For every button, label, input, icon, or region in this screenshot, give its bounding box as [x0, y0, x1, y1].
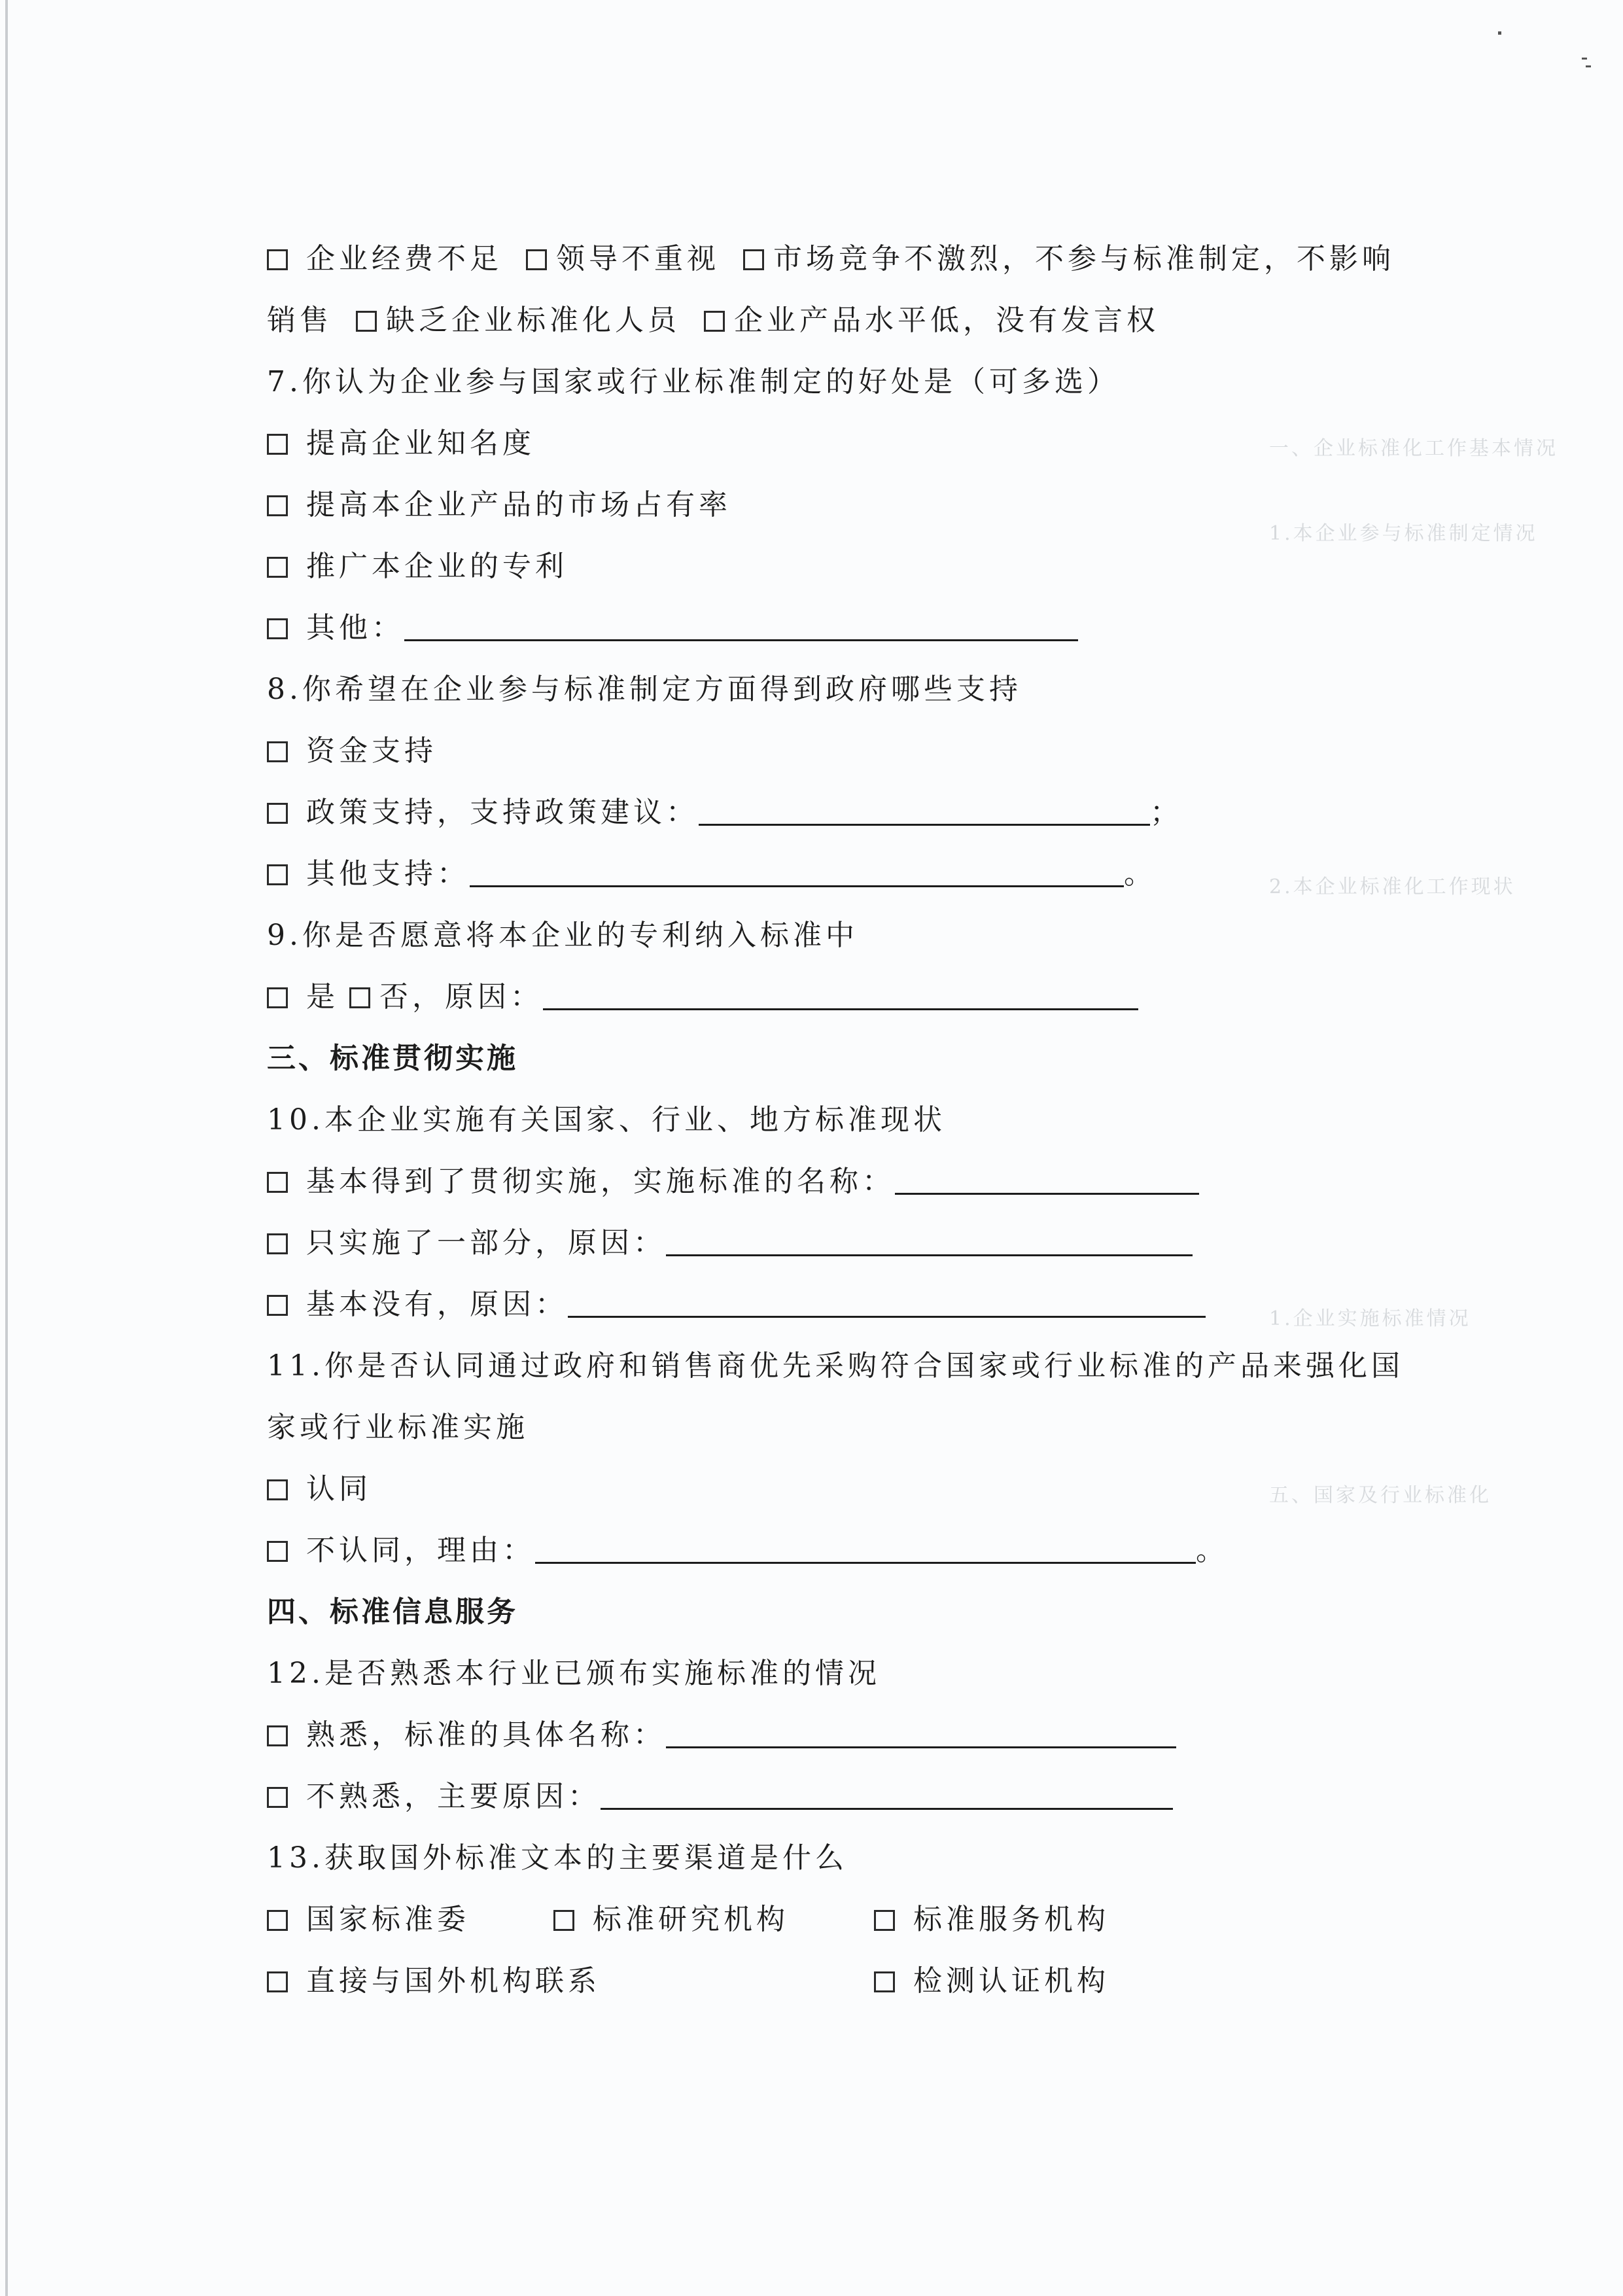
option-label: 市场竞争不激烈，不参与标准制定，不影响 [773, 242, 1395, 275]
q11-option: 不认同，理由： 。 [267, 1532, 1229, 1569]
q12-title: 12.是否熟悉本行业已颁布实施标准的情况 [267, 1657, 881, 1690]
scan-speck [1582, 58, 1587, 60]
q11-title-line-2: 家或行业标准实施 [267, 1411, 529, 1444]
option-label: 销售 [267, 304, 332, 337]
fill-in-blank[interactable] [666, 1720, 1176, 1748]
checkbox[interactable] [267, 1971, 288, 1992]
scan-edge-shadow [5, 0, 8, 2296]
checkbox[interactable] [267, 864, 288, 885]
fill-in-blank[interactable] [543, 982, 1138, 1010]
q10-option: 只实施了一部分，原因： [267, 1225, 1193, 1262]
q9-title: 9.你是否愿意将本企业的专利纳入标准中 [267, 919, 858, 952]
checkbox[interactable] [267, 741, 288, 762]
checkbox-low-product-level[interactable] [704, 311, 725, 332]
fill-in-blank[interactable] [404, 613, 1078, 641]
q12-option: 不熟悉，主要原因： [267, 1778, 1173, 1815]
option-label: 领导不重视 [556, 242, 720, 275]
checkbox-insufficient-funds[interactable] [267, 249, 288, 270]
q13-option: 直接与国外机构联系 [267, 1963, 601, 2000]
q8-title: 8.你希望在企业参与标准制定方面得到政府哪些支持 [267, 673, 1022, 706]
checkbox-lack-personnel[interactable] [356, 311, 377, 332]
q10-option: 基本得到了贯彻实施，实施标准的名称： [267, 1163, 1199, 1200]
checkbox[interactable] [267, 618, 288, 639]
fill-in-blank[interactable] [666, 1228, 1193, 1256]
q7-option-other: 其他： [267, 610, 1078, 646]
q7-option: 推广本企业的专利 [267, 548, 568, 585]
checkbox[interactable] [267, 1233, 288, 1254]
checkbox[interactable] [553, 1910, 574, 1931]
q13-option: 标准服务机构 [874, 1901, 1109, 1938]
fill-in-blank[interactable] [895, 1167, 1199, 1195]
q10-title: 10.本企业实施有关国家、行业、地方标准现状 [267, 1103, 946, 1137]
q9-option: 是 否，原因： [267, 979, 1138, 1016]
checkbox[interactable] [874, 1910, 895, 1931]
q8-option: 资金支持 [267, 733, 437, 769]
option-label: 企业经费不足 [306, 242, 502, 275]
checkbox-yes[interactable] [267, 987, 288, 1008]
q7-title: 7.你认为企业参与国家或行业标准制定的好处是（可多选） [267, 365, 1120, 398]
checkbox[interactable] [874, 1971, 895, 1992]
q6-options-row-1 [267, 241, 1395, 277]
q8-option: 其他支持： 。 [267, 856, 1157, 892]
checkbox[interactable] [267, 1295, 288, 1316]
checkbox[interactable] [267, 1910, 288, 1931]
scan-speck [1498, 31, 1501, 35]
q10-option: 基本没有，原因： [267, 1286, 1206, 1323]
section-4-heading: 四、标准信息服务 [267, 1595, 518, 1629]
option-label: 企业产品水平低，没有发言权 [734, 304, 1159, 337]
q6-options-row-2 [267, 302, 1159, 339]
fill-in-blank[interactable] [699, 798, 1150, 826]
option-label: 缺乏企业标准化人员 [386, 304, 680, 337]
q13-option: 标准研究机构 [553, 1901, 789, 1938]
checkbox-weak-competition[interactable] [743, 249, 764, 270]
q13-option: 国家标准委 [267, 1901, 470, 1938]
checkbox-no[interactable] [349, 987, 370, 1008]
q13-option: 检测认证机构 [874, 1963, 1109, 2000]
q12-option: 熟悉，标准的具体名称： [267, 1717, 1176, 1754]
checkbox-leadership-neglect[interactable] [526, 249, 547, 270]
checkbox[interactable] [267, 495, 288, 516]
questionnaire-page: 一、企业标准化工作基本情况 1.本企业参与标准制定情况 2.本企业标准化工作现状 1.企业实施标准情况 五、国家及行业标准化 企业经费不足 领导不重视 市场竞争不激烈，不参与标准制定，不影响 销售 缺乏企业标准化人员 企业产品水平低，没有发言权 7.你认为企业参与国家或行业标准制定的好处是（可多选） 提高企业知名度 提高本企业产品的市场占有率 推广本企业的专利 其他： 8.你希望在企业参与标准制定方面得到政府哪些支持 资金支持 政策支持，支持政策建议： ； 其他支持： 。 9.你是否愿意将本企业的专利纳入标准中 是 否，原因： 三、标准贯彻实施 10.本企业实施有关国家、行业、地方标准现状 基本得到了贯彻实施，实施标准的名称： 只实施了一部分，原因： 基本没有，原因： 11.你是否认同通过政府和销售商优先采购符合国家或行业标准的产品来强化国 家或行业标准实施 认同 不认同，理由： 。 四、标准信息服务 12.是否熟悉本行业已颁布实施标准的情况 熟悉，标准的具体名称： 不熟悉，主要原因： 13.获取国外标准文本的主要渠道是什么 国家标准委 标准研究机构 标准服务机构 直接与国外机构联系 检测认证机构 [0, 0, 1623, 2296]
q11-option: 认同 [267, 1471, 372, 1508]
q8-option: 政策支持，支持政策建议： ； [267, 794, 1183, 831]
fill-in-blank[interactable] [535, 1536, 1196, 1564]
q11-title-line-1: 11.你是否认同通过政府和销售商优先采购符合国家或行业标准的产品来强化国 [267, 1349, 1404, 1383]
checkbox[interactable] [267, 1479, 288, 1500]
fill-in-blank[interactable] [601, 1782, 1173, 1810]
checkbox[interactable] [267, 1725, 288, 1746]
section-3-heading: 三、标准贯彻实施 [267, 1042, 518, 1075]
fill-in-blank[interactable] [470, 859, 1124, 887]
q7-option: 提高企业知名度 [267, 425, 535, 462]
checkbox[interactable] [267, 1787, 288, 1808]
checkbox[interactable] [267, 557, 288, 578]
checkbox[interactable] [267, 434, 288, 455]
checkbox[interactable] [267, 803, 288, 824]
q7-option: 提高本企业产品的市场占有率 [267, 487, 731, 523]
fill-in-blank[interactable] [568, 1290, 1206, 1318]
checkbox[interactable] [267, 1172, 288, 1193]
q13-title: 13.获取国外标准文本的主要渠道是什么 [267, 1841, 848, 1875]
scan-speck [1586, 65, 1591, 67]
checkbox[interactable] [267, 1541, 288, 1562]
